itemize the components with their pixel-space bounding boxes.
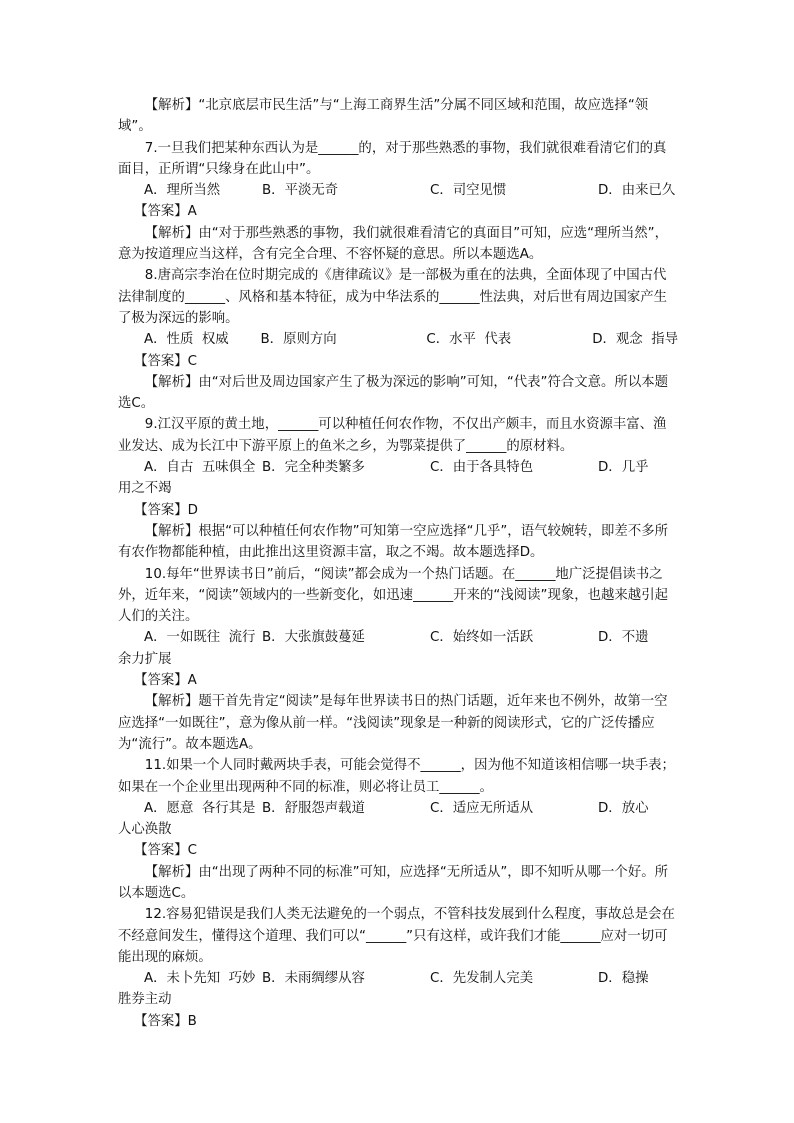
option-c: C．司空见惯	[430, 183, 507, 199]
analysis-paragraph: 【解析】题干首先肯定“阅读”是每年世界读书日的热门话题，近年来也不例外，故第一空应选择“一如既往”，意为像从前一样。“浅阅读”现象是一种新的阅读形式，它的广泛传播应为“流行”。故本题选A。	[118, 694, 668, 752]
question-paragraph: 9.江汉平原的黄土地，______可以种植任何农作物，不仅出产颇丰，而且水资源丰富、渔业发达、成为长江中下游平原上的鱼米之乡，为鄂菜提供了______的原材料。	[118, 417, 667, 454]
answer-options	[118, 180, 678, 201]
analysis-paragraph: 【解析】由“对于那些熟悉的事物，我们就很难看清它的真面目”可知，应选“理所当然”，意为按道理应当这样，含有完全合理、不容怀疑的意思。所以本题选A。	[118, 225, 668, 263]
answer-options	[118, 798, 678, 819]
option-a: A．理所当然	[144, 183, 221, 199]
option-d-continuation: 胜券主动	[118, 992, 172, 1008]
question-paragraph: 7.一旦我们把某种东西认为是______的，对于那些熟悉的事物，我们就很难看清它们的真面目，正所谓“只缘身在此山中”。	[118, 140, 667, 177]
answer-line: 【答案】B	[134, 1013, 197, 1029]
option-b: B．平淡无奇	[262, 183, 339, 199]
question-paragraph: 8.唐高宗李治在位时期完成的《唐律疏议》是一部极为重在的法典，全面体现了中国古代法律制度的______、风格和基本特征，成为中华法系的______性法典，对后世有周边国家产生了极为深远的影响。	[118, 268, 668, 326]
option-a: A．愿意 各行其是	[144, 800, 256, 816]
option-a: A．未卜先知 巧妙	[144, 971, 256, 987]
option-c: C．先发制人完美	[430, 971, 534, 987]
option-d: D．放心	[598, 800, 649, 816]
answer-options	[118, 968, 678, 989]
analysis-paragraph: 【解析】由“对后世及周边国家产生了极为深远的影响”可知，“代表”符合文意。所以本题选C。	[118, 374, 668, 412]
option-d: D．由来已久	[598, 183, 676, 199]
document-page	[118, 95, 678, 1032]
option-d-continuation: 人心涣散	[118, 822, 172, 838]
answer-line: 【答案】D	[134, 502, 198, 518]
answer-options	[118, 329, 678, 350]
answer-options	[118, 457, 678, 478]
option-b: B．舒服怨声载道	[262, 800, 365, 816]
option-a: A．一如既往 流行	[144, 630, 256, 646]
question-paragraph: 12.容易犯错误是我们人类无法避免的一个弱点，不管科技发展到什么程度，事故总是会在不经意间发生，懂得这个道理、我们可以“______”只有这样，或许我们才能______应对一切可能出现的麻烦。	[118, 907, 675, 965]
option-c: C．由于各具特色	[430, 460, 534, 476]
question-paragraph: 10.每年“世界读书日”前后，“阅读”都会成为一个热门话题。在______地广泛提倡读书之外，近年来，“阅读”领域内的一些新变化，如迅速______开来的“浅阅读”现象，也越来越引起人们的关注。	[118, 566, 668, 625]
analysis-paragraph: 【解析】根据“可以种植任何农作物”可知第一空应选择“几乎”，语气较婉转，即差不多所有农作物都能种植，由此推出这里资源丰富，取之不竭。故本题选择D。	[118, 523, 668, 561]
answer-line: 【答案】A	[134, 673, 197, 689]
option-b: B．原则方向	[260, 332, 337, 348]
option-b: B．完全种类繁多	[262, 460, 365, 476]
option-d: D．观念 指导	[592, 332, 678, 348]
answer-line: 【答案】A	[134, 204, 197, 220]
option-b: B．未雨绸缪从容	[262, 971, 365, 987]
analysis-paragraph: 【解析】由“出现了两种不同的标准”可知，应选择“无所适从”，即不知听从哪一个好。所以本题选C。	[118, 864, 668, 901]
question-paragraph: 11.如果一个人同时戴两块手表，可能会觉得不______，因为他不知道该相信哪一块手表；如果在一个企业里出现两种不同的标准，则必将让员工______。	[118, 758, 675, 795]
answer-line: 【答案】C	[134, 353, 197, 369]
option-d-continuation: 余力扩展	[118, 651, 172, 667]
option-d: D．不遗	[598, 630, 649, 646]
option-d: D．稳操	[598, 971, 649, 987]
option-a: A．性质 权威	[144, 332, 229, 348]
option-d-continuation: 用之不竭	[118, 481, 172, 497]
option-a: A．自古 五味俱全	[144, 460, 256, 476]
option-c: C．水平 代表	[426, 332, 512, 348]
analysis-paragraph: 【解析】“北京底层市民生活”与“上海工商界生活”分属不同区域和范围，故应选择“领域”。	[118, 98, 649, 135]
option-c: C．始终如一活跃	[430, 630, 534, 646]
option-c: C．适应无所适从	[430, 800, 534, 816]
option-d: D．几乎	[598, 460, 649, 476]
option-b: B．大张旗鼓蔓延	[262, 630, 365, 646]
answer-options	[118, 627, 678, 648]
answer-line: 【答案】C	[134, 843, 197, 859]
